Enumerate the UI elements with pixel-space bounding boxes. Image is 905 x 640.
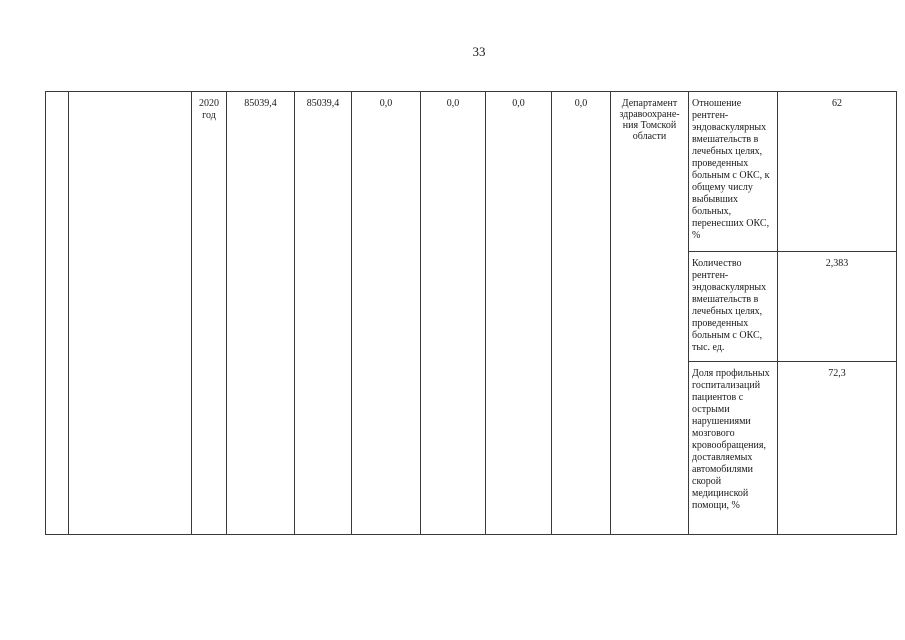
cell-year: 2020 год [192, 92, 227, 535]
cell-fed4: 0,0 [552, 92, 611, 535]
cell-department: Департамент здравоохране-ния Томской области [611, 92, 689, 535]
indicator-name: Отношение рентген-эндоваскулярных вмешательств в лечебных целях, проведенных больным с ОКС, к общему числу выбывших больных, перенесших ОКС, % [689, 92, 778, 252]
cell-total: 85039,4 [227, 92, 295, 535]
indicator-name: Доля профильных госпитализаций пациентов с острыми нарушениями мозгового кровообращения, доставляемых автомобилями скорой медицинской помощи, % [689, 362, 778, 535]
program-table [45, 91, 897, 535]
indicator-value: 62 [778, 92, 897, 252]
indicator-value: 72,3 [778, 362, 897, 535]
cell-fed2: 0,0 [421, 92, 486, 535]
cell-budget: 85039,4 [295, 92, 352, 535]
indicator-name: Количество рентген-эндоваскулярных вмешательств в лечебных целях, проведенных больным с ОКС, тыс. ед. [689, 252, 778, 362]
cell-number [46, 92, 69, 535]
cell-fed3: 0,0 [486, 92, 552, 535]
cell-activity [69, 92, 192, 535]
cell-fed1: 0,0 [352, 92, 421, 535]
page-number: 33 [472, 44, 486, 59]
indicator-value: 2,383 [778, 252, 897, 362]
table-row [46, 92, 897, 252]
